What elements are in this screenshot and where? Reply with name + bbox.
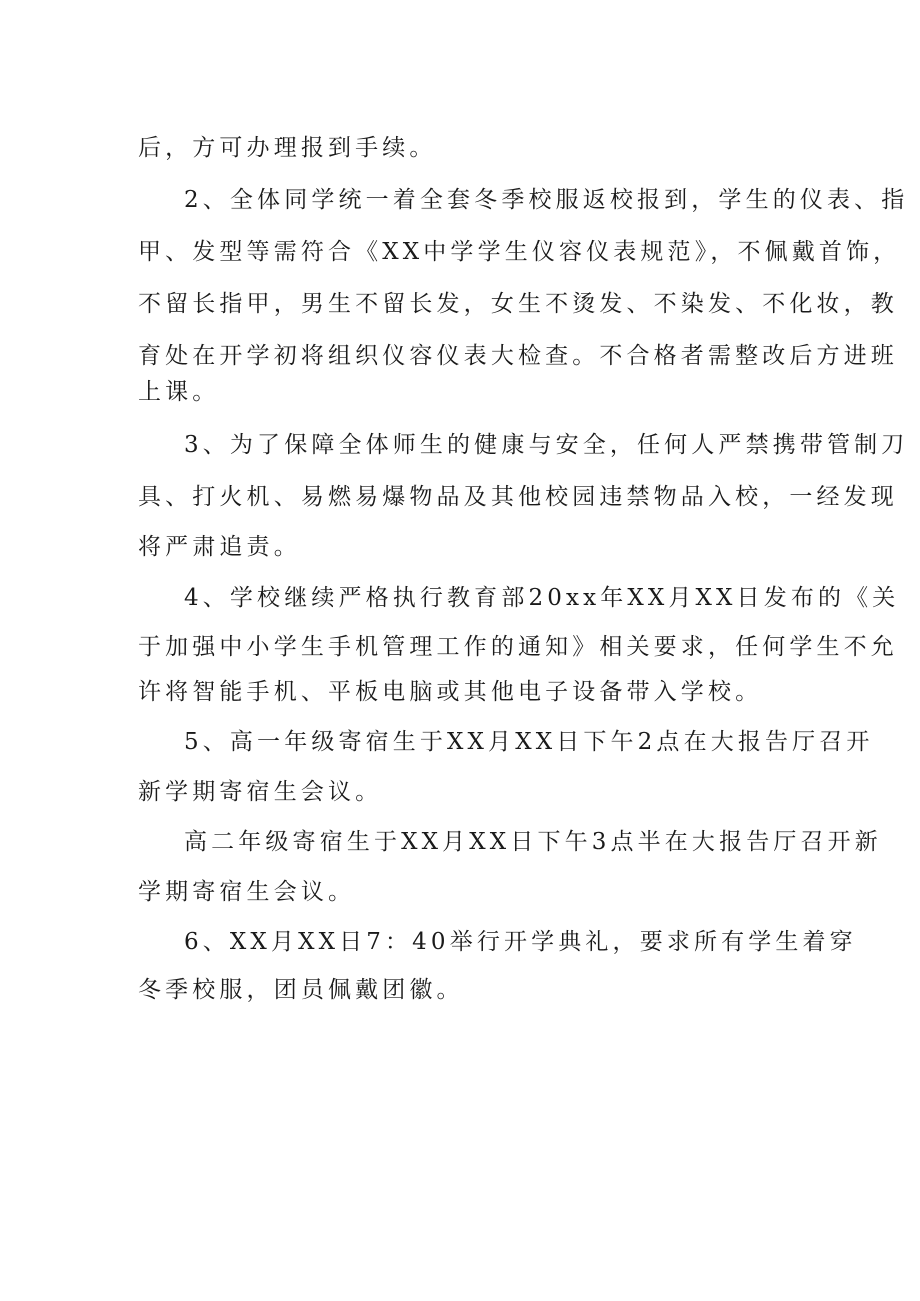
text-line: 上课。 [138,379,220,405]
text-line: 4、学校继续严格执行教育部20xx年XX月XX日发布的《关 [184,585,900,611]
text-line: 5、高一年级寄宿生于XX月XX日下午2点在大报告厅召开 [184,729,874,755]
text-line: 具、打火机、易燃易爆物品及其他校园违禁物品入校，一经发现 [138,484,898,510]
text-line: 6、XX月XX日7：40举行开学典礼，要求所有学生着穿 [184,929,857,955]
text-line: 育处在开学初将组织仪容仪表大检查。不合格者需整改后方进班 [138,343,898,369]
text-line: 许将智能手机、平板电脑或其他电子设备带入学校。 [138,679,763,705]
text-line: 高二年级寄宿生于XX月XX日下午3点半在大报告厅召开新 [184,829,882,855]
text-line: 甲、发型等需符合《XX中学学生仪容仪表规范》，不佩戴首饰， [138,239,901,265]
text-line: 2、全体同学统一着全套冬季校服返校报到，学生的仪表、指 [184,187,909,213]
text-line: 新学期寄宿生会议。 [138,779,383,805]
text-line: 于加强中小学生手机管理工作的通知》相关要求，任何学生不允 [138,634,898,660]
text-line: 将严肃追责。 [138,534,301,560]
text-line: 冬季校服，团员佩戴团徽。 [138,977,464,1003]
text-line: 3、为了保障全体师生的健康与安全，任何人严禁携带管制刀 [184,432,909,458]
text-line: 学期寄宿生会议。 [138,879,356,905]
text-line: 后，方可办理报到手续。 [138,135,437,161]
text-line: 不留长指甲，男生不留长发，女生不烫发、不染发、不化妆，教 [138,291,898,317]
